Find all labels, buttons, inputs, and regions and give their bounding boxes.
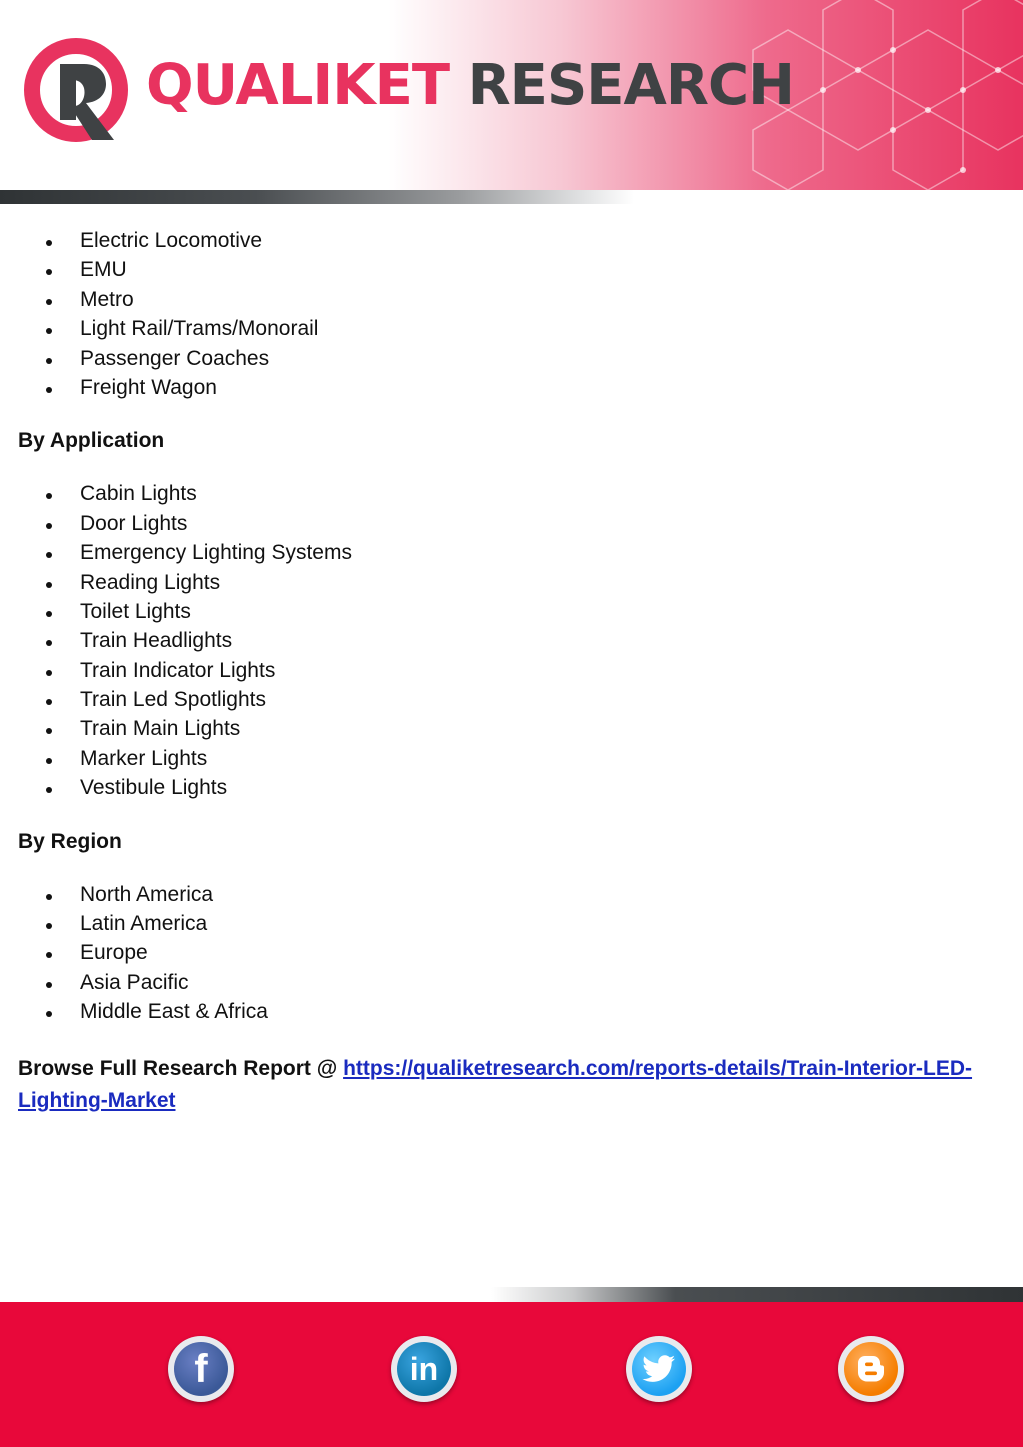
brand-name <box>146 53 794 118</box>
bullet-icon <box>46 670 52 676</box>
section-title-region: By Region <box>18 829 122 853</box>
application-list <box>18 479 1008 802</box>
list-item: North America <box>18 880 1008 909</box>
linkedin-icon: in <box>397 1342 451 1396</box>
list-item: Middle East & Africa <box>18 997 1008 1026</box>
list-item: Train Led Spotlights <box>18 685 1008 714</box>
bullet-icon <box>46 358 52 364</box>
bullet-icon <box>46 952 52 958</box>
bullet-icon <box>46 728 52 734</box>
list-item: Reading Lights <box>18 568 1008 597</box>
list-item: Latin America <box>18 909 1008 938</box>
region-list <box>18 880 1008 1027</box>
list-item: Train Headlights <box>18 626 1008 655</box>
list-item: Cabin Lights <box>18 479 1008 508</box>
bullet-icon <box>46 699 52 705</box>
list-item: Light Rail/Trams/Monorail <box>18 314 1008 343</box>
bullet-icon <box>46 923 52 929</box>
facebook-button[interactable] <box>168 1336 234 1402</box>
list-item: Freight Wagon <box>18 373 1008 402</box>
list-item: Passenger Coaches <box>18 344 1008 373</box>
linkedin-button[interactable] <box>391 1336 457 1402</box>
browse-report-paragraph <box>18 1053 1008 1117</box>
footer-divider-bar <box>0 1287 1023 1302</box>
report-link-line1: https://qualiketresearch.com/reports-details/Train-Interior-LED- <box>343 1056 973 1080</box>
bullet-icon <box>46 611 52 617</box>
list-item: Toilet Lights <box>18 597 1008 626</box>
type-list <box>18 226 1008 402</box>
bullet-icon <box>46 552 52 558</box>
bullet-icon <box>46 582 52 588</box>
bullet-icon <box>46 1011 52 1017</box>
footer <box>0 1302 1023 1447</box>
bullet-icon <box>46 640 52 646</box>
list-item: EMU <box>18 255 1008 284</box>
document-body <box>18 226 1008 1117</box>
bullet-icon <box>46 269 52 275</box>
facebook-icon: f <box>174 1342 228 1396</box>
bullet-icon <box>46 387 52 393</box>
bullet-icon <box>46 787 52 793</box>
header-divider-bar <box>0 190 1023 204</box>
list-item: Asia Pacific <box>18 968 1008 997</box>
bullet-icon <box>46 493 52 499</box>
blogger-button[interactable] <box>838 1336 904 1402</box>
list-item: Train Indicator Lights <box>18 656 1008 685</box>
section-title-application: By Application <box>18 429 165 453</box>
list-item: Vestibule Lights <box>18 773 1008 802</box>
qr-logo-icon <box>22 36 134 148</box>
list-item: Metro <box>18 285 1008 314</box>
list-item: Marker Lights <box>18 744 1008 773</box>
list-item: Emergency Lighting Systems <box>18 538 1008 567</box>
report-link-line2: Lighting-Market <box>18 1088 176 1112</box>
bullet-icon <box>46 240 52 246</box>
bullet-icon <box>46 523 52 529</box>
browse-label: Browse Full Research Report @ <box>18 1056 338 1080</box>
bullet-icon <box>46 894 52 900</box>
list-item: Electric Locomotive <box>18 226 1008 255</box>
twitter-icon <box>632 1342 686 1396</box>
bullet-icon <box>46 328 52 334</box>
list-item: Europe <box>18 938 1008 967</box>
bullet-icon <box>46 982 52 988</box>
header <box>0 0 1023 190</box>
brand-word-research: RESEARCH <box>467 53 794 118</box>
list-item: Door Lights <box>18 509 1008 538</box>
bullet-icon <box>46 758 52 764</box>
brand-word-qualiket: QUALIKET <box>146 53 450 118</box>
list-item: Train Main Lights <box>18 714 1008 743</box>
bullet-icon <box>46 299 52 305</box>
twitter-button[interactable] <box>626 1336 692 1402</box>
blogger-icon <box>844 1342 898 1396</box>
